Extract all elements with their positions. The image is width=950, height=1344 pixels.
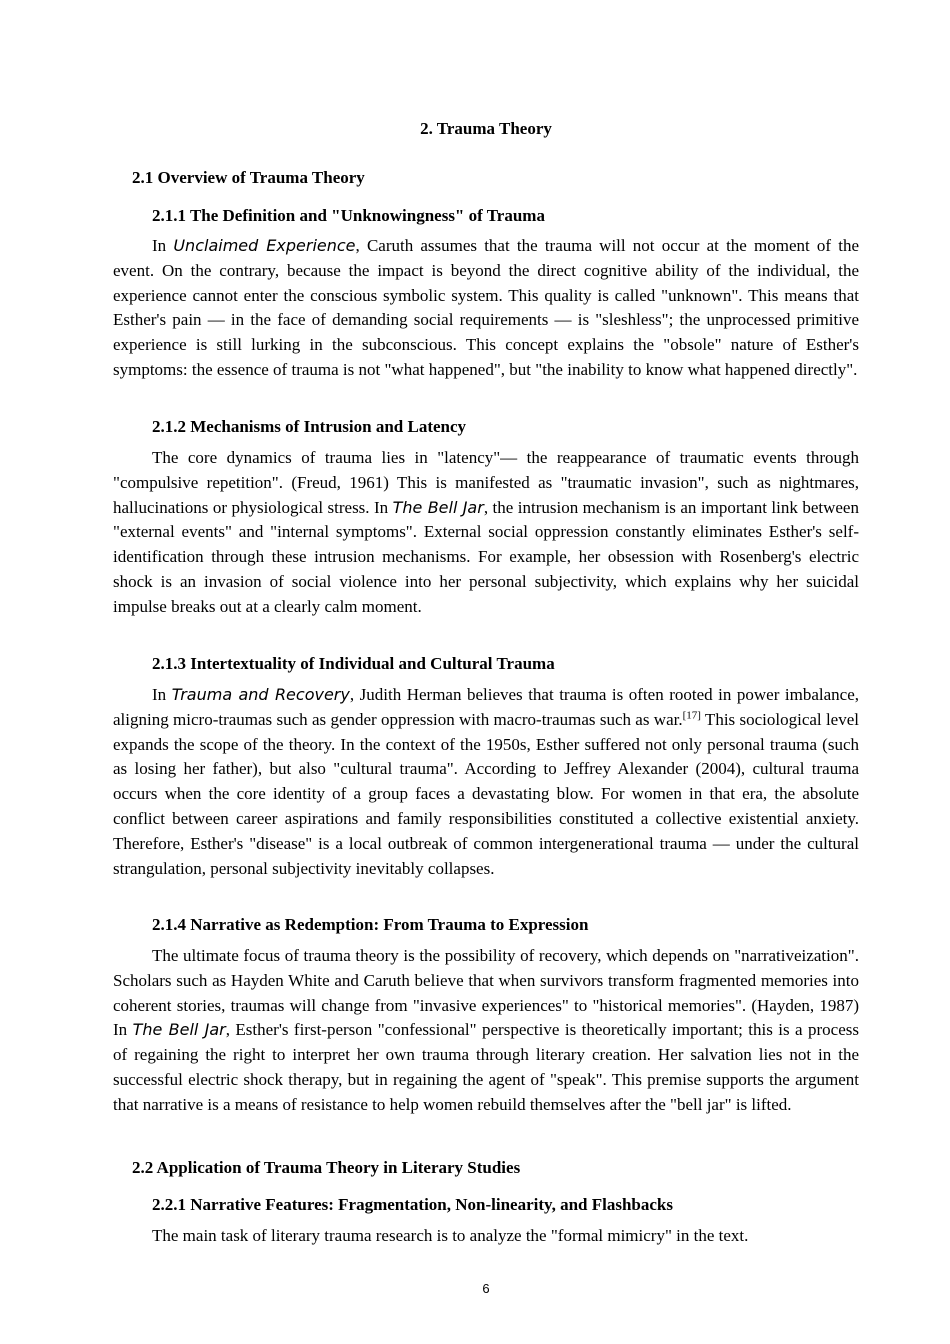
- paragraph-2-1-2: [113, 446, 859, 620]
- paragraph-text: The ultimate focus of trauma theory is the possibility of recovery, which depends on "narrativeization". Scholars such as Hayden White and Caruth believe that when survivors transform fragmented memories into coherent stories, traumas will change from "invasive experiences" to "historical memories". (Hayden, 1987) In: [113, 946, 859, 1040]
- chapter-title: 2. Trauma Theory: [420, 119, 552, 138]
- paragraph-text: , Judith Herman believes that trauma is often rooted in power imbalance, aligning micro-traumas such as gender oppression with macro-traumas such as war.: [113, 685, 860, 729]
- citation-reference: [17]: [682, 709, 701, 722]
- paragraph-2-2-1: The main task of literary trauma research is to analyze the "formal mimicry" in the text.: [152, 1226, 749, 1245]
- book-title: Unclaimed Experience: [173, 236, 356, 255]
- subsection-heading-2-1-4: 2.1.4 Narrative as Redemption: From Trauma to Expression: [152, 915, 589, 934]
- subsection-heading-2-1-3: 2.1.3 Intertextuality of Individual and Cultural Trauma: [152, 654, 555, 673]
- subsection-heading-2-1-2: 2.1.2 Mechanisms of Intrusion and Latency: [152, 417, 467, 436]
- page-number: 6: [482, 1281, 490, 1296]
- paragraph-2-1-4: [113, 944, 859, 1118]
- subsection-heading-2-2-1: 2.2.1 Narrative Features: Fragmentation, Non-linearity, and Flashbacks: [152, 1195, 673, 1214]
- paragraph-text: , the intrusion mechanism is an important link between "external events" and "internal symptoms". External social oppression constantly eliminates Esther's self-identification through these intrusion mechanisms. For example, her obsession with Rosenberg's electric shock is an invasion of social violence into her personal subjectivity, which explains why her suicidal impulse breaks out at a clearly calm moment.: [113, 497, 859, 616]
- section-heading-2-2: 2.2 Application of Trauma Theory in Literary Studies: [132, 1158, 521, 1177]
- book-title: The Bell Jar: [392, 497, 484, 517]
- paragraph-text: In: [152, 236, 174, 255]
- paragraph-2-1-1: [113, 234, 859, 383]
- book-title: The Bell Jar: [132, 1020, 226, 1040]
- subsection-heading-2-1-1: 2.1.1 The Definition and "Unknowingness" of Trauma: [152, 206, 545, 225]
- section-heading-2-1: 2.1 Overview of Trauma Theory: [132, 168, 365, 187]
- paragraph-text: , Esther's first-person "confessional" perspective is theoretically important; this is a process of regaining the right to interpret her own trauma through literary creation. Her salvation lies not in the successful electric shock therapy, but in regaining the agent of "speak". This premise supports the argument that narrative is a means of resistance to help women rebuild themselves after the "bell jar" is lifted.: [113, 1020, 859, 1114]
- paragraph-2-1-3: [113, 683, 859, 881]
- paragraph-text: In: [152, 685, 172, 704]
- paragraph-text: This sociological level expands the scope of the theory. In the context of the 1950s, Esther suffered not only personal trauma (such as losing her father), but also "cultural trauma". According to Jeffrey Alexander (2004), cultural trauma occurs when the core identity of a group faces a devastating blow. For women in that era, the absolute conflict between career aspirations and family responsibilities constituted a collective existential anxiety. Therefore, Esther's "disease" is a local outbreak of common intergenerational trauma — under the cultural strangulation, personal subjectivity inevitably collapses.: [113, 709, 859, 878]
- paragraph-text: , Caruth assumes that the trauma will not occur at the moment of the event. On the contrary, because the impact is beyond the direct cognitive ability of the individual, the experience cannot enter the conscious symbolic system. This quality is called "unknown". This means that Esther's pain — in the face of demanding social requirements — is "sleshless"; the unprocessed primitive experience is still lurking in the subconscious. This concept explains the "obsole" nature of Esther's symptoms: the essence of trauma is not "what happened", but "the inability to know what happened directly".: [113, 236, 859, 379]
- paragraph-text: The core dynamics of trauma lies in "latency"— the reappearance of traumatic events through "compulsive repetition". (Freud, 1961) This is manifested as "traumatic invasion", such as nightmares, hallucinations or physiological stress. In: [113, 448, 859, 517]
- book-title: Trauma and Recovery: [171, 685, 350, 704]
